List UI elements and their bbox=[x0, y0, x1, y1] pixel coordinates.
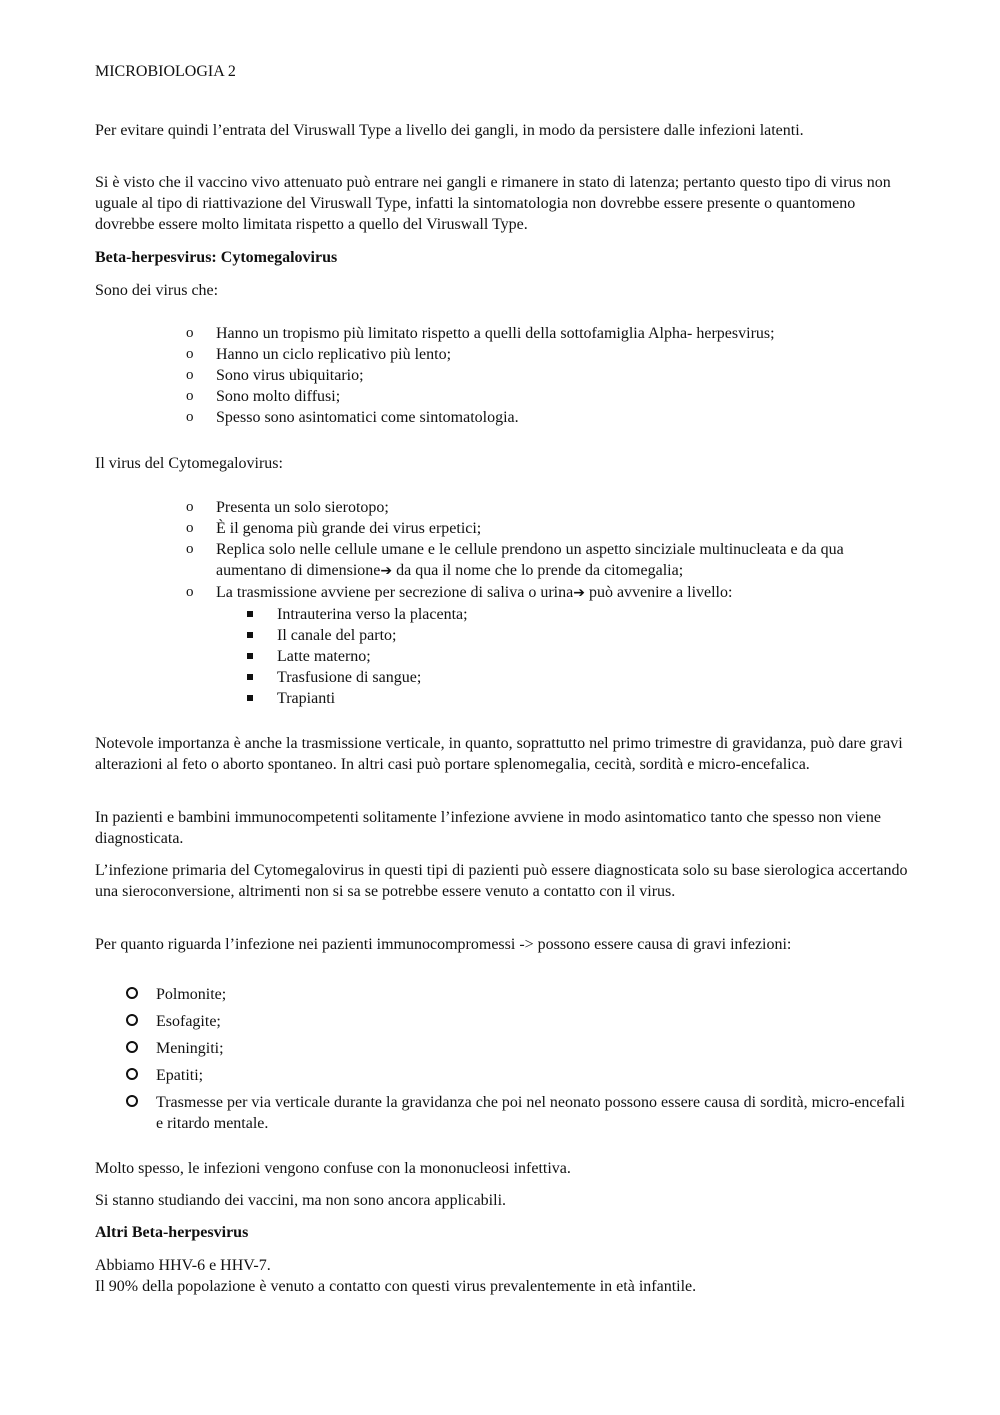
list-item-text: Meningiti; bbox=[156, 1040, 224, 1057]
paragraph-intro-list: Sono dei virus che: bbox=[95, 282, 219, 299]
bullet-o-icon: o bbox=[186, 541, 194, 557]
list-item bbox=[95, 386, 910, 407]
list-item-text: può avvenire a livello: bbox=[584, 584, 733, 601]
list-item bbox=[95, 604, 910, 625]
list-item bbox=[95, 625, 910, 646]
bullet-o-icon: o bbox=[186, 584, 194, 600]
square-bullet-icon bbox=[247, 611, 253, 617]
arrow-right-icon: ➔ bbox=[380, 563, 393, 579]
list-item-text: Trasmesse per via verticale durante la gravidanza che poi nel neonato possono essere causa di sordità, micro-encefali e ritardo mentale. bbox=[156, 1094, 905, 1132]
paragraph-5-text: L’infezione primaria del Cytomegalovirus in questi tipi di pazienti può essere diagnosticata solo su base sierologica accertando una sieroconversione, altrimenti non si sa se potrebbe essere venuto a contatto con il virus. bbox=[95, 862, 908, 900]
list-item-text: Presenta un solo sierotopo; bbox=[216, 499, 389, 516]
list-item bbox=[95, 1038, 910, 1059]
paragraph-2 bbox=[95, 172, 910, 235]
list-item-text: Esofagite; bbox=[156, 1013, 221, 1030]
ring-bullet-icon bbox=[126, 987, 138, 999]
paragraph-6 bbox=[95, 934, 910, 955]
ring-bullet-icon bbox=[126, 1014, 138, 1026]
list-item bbox=[95, 984, 910, 1005]
list-item bbox=[95, 667, 910, 688]
list-item-text: Trasfusione di sangue; bbox=[277, 669, 422, 686]
paragraph-8: Si stanno studiando dei vaccini, ma non sono ancora applicabili. bbox=[95, 1192, 507, 1209]
list-item-text: Latte materno; bbox=[277, 648, 371, 665]
list-item bbox=[95, 688, 910, 709]
paragraph-7: Molto spesso, le infezioni vengono confuse con la mononucleosi infettiva. bbox=[95, 1160, 571, 1177]
paragraph-4 bbox=[95, 807, 910, 849]
list-item-text: da qua il nome che lo prende da citomegalia; bbox=[392, 562, 684, 579]
paragraph-5 bbox=[95, 860, 910, 902]
list-item bbox=[95, 407, 910, 428]
paragraph-2-text: Si è visto che il vaccino vivo attenuato può entrare nei gangli e rimanere in stato di latenza; pertanto questo tipo di virus non uguale al tipo di riattivazione del Viruswall Type, infatti la sintomatologia non dovrebbe essere presente o quantomeno dovrebbe essere molto limitata rispetto a quello del Viruswall Type. bbox=[95, 174, 891, 233]
arrow-right-icon: ➔ bbox=[573, 585, 585, 601]
list-item bbox=[95, 323, 910, 344]
list-characteristics bbox=[95, 323, 910, 428]
list-item-text: Il canale del parto; bbox=[277, 627, 397, 644]
bullet-o-icon: o bbox=[186, 325, 194, 341]
list-item bbox=[95, 365, 910, 386]
paragraph-10: Il 90% della popolazione è venuto a contatto con questi virus prevalentemente in età infantile. bbox=[95, 1278, 697, 1295]
list-infections bbox=[95, 984, 910, 1140]
paragraph-1-text: Per evitare quindi l’entrata del Viruswall Type a livello dei gangli, in modo da persistere dalle infezioni latenti. bbox=[95, 122, 804, 139]
list-item-text: Spesso sono asintomatici come sintomatologia. bbox=[216, 409, 519, 426]
paragraph-3 bbox=[95, 733, 910, 775]
list-item bbox=[95, 1065, 910, 1086]
square-bullet-icon bbox=[247, 695, 253, 701]
list-item-text: Hanno un ciclo replicativo più lento; bbox=[216, 346, 452, 363]
paragraph-cytomegalovirus-intro: Il virus del Cytomegalovirus: bbox=[95, 455, 283, 472]
bullet-o-icon: o bbox=[186, 499, 194, 515]
list-item bbox=[95, 1092, 910, 1134]
list-item bbox=[95, 646, 910, 667]
list-item-text: È il genoma più grande dei virus erpetici; bbox=[216, 520, 482, 537]
bullet-o-icon: o bbox=[186, 388, 194, 404]
square-bullet-icon bbox=[247, 632, 253, 638]
list-item bbox=[95, 1011, 910, 1032]
list-item-text: La trasmissione avviene per secrezione di saliva o urina bbox=[216, 584, 574, 601]
section-heading-cytomegalovirus: Beta-herpesvirus: Cytomegalovirus bbox=[95, 249, 338, 266]
list-cytomegalovirus bbox=[95, 497, 910, 709]
ring-bullet-icon bbox=[126, 1068, 138, 1080]
paragraph-1 bbox=[95, 120, 910, 141]
list-item-text: Sono virus ubiquitario; bbox=[216, 367, 364, 384]
page-header-title: MICROBIOLOGIA 2 bbox=[95, 63, 236, 80]
ring-bullet-icon bbox=[126, 1041, 138, 1053]
list-item-text: Trapianti bbox=[277, 690, 336, 707]
paragraph-3-text: Notevole importanza è anche la trasmissione verticale, in quanto, soprattutto nel primo trimestre di gravidanza, può dare gravi alterazioni al feto o aborto spontaneo. In altri casi può portare splenomegalia, cecità, sordità e micro-encefalica. bbox=[95, 735, 903, 773]
bullet-o-icon: o bbox=[186, 520, 194, 536]
list-item-text: Epatiti; bbox=[156, 1067, 204, 1084]
paragraph-4-text: In pazienti e bambini immunocompetenti solitamente l’infezione avviene in modo asintomatico tanto che spesso non viene diagnosticata. bbox=[95, 809, 882, 847]
list-item-text: Polmonite; bbox=[156, 986, 227, 1003]
list-item-text: Hanno un tropismo più limitato rispetto a quelli della sottofamiglia Alpha- herpesvirus; bbox=[216, 325, 775, 342]
list-item bbox=[95, 518, 910, 539]
list-item bbox=[95, 497, 910, 518]
paragraph-9: Abbiamo HHV-6 e HHV-7. bbox=[95, 1257, 271, 1274]
list-item bbox=[95, 582, 910, 604]
bullet-o-icon: o bbox=[186, 367, 194, 383]
list-item-text: Sono molto diffusi; bbox=[216, 388, 341, 405]
paragraph-6-text: Per quanto riguarda l’infezione nei pazienti immunocompromessi -> possono essere causa di gravi infezioni: bbox=[95, 936, 792, 953]
square-bullet-icon bbox=[247, 674, 253, 680]
ring-bullet-icon bbox=[126, 1095, 138, 1107]
list-item bbox=[95, 344, 910, 365]
list-item-text: Intrauterina verso la placenta; bbox=[277, 606, 468, 623]
square-bullet-icon bbox=[247, 653, 253, 659]
bullet-o-icon: o bbox=[186, 409, 194, 425]
section-heading-altri-beta: Altri Beta-herpesvirus bbox=[95, 1224, 249, 1241]
bullet-o-icon: o bbox=[186, 346, 194, 362]
list-item bbox=[95, 539, 910, 582]
list-item-text: Replica solo nelle cellule umane e le cellule prendono un aspetto sinciziale multinucleata e da qua aumentano di dimensione bbox=[216, 541, 844, 579]
